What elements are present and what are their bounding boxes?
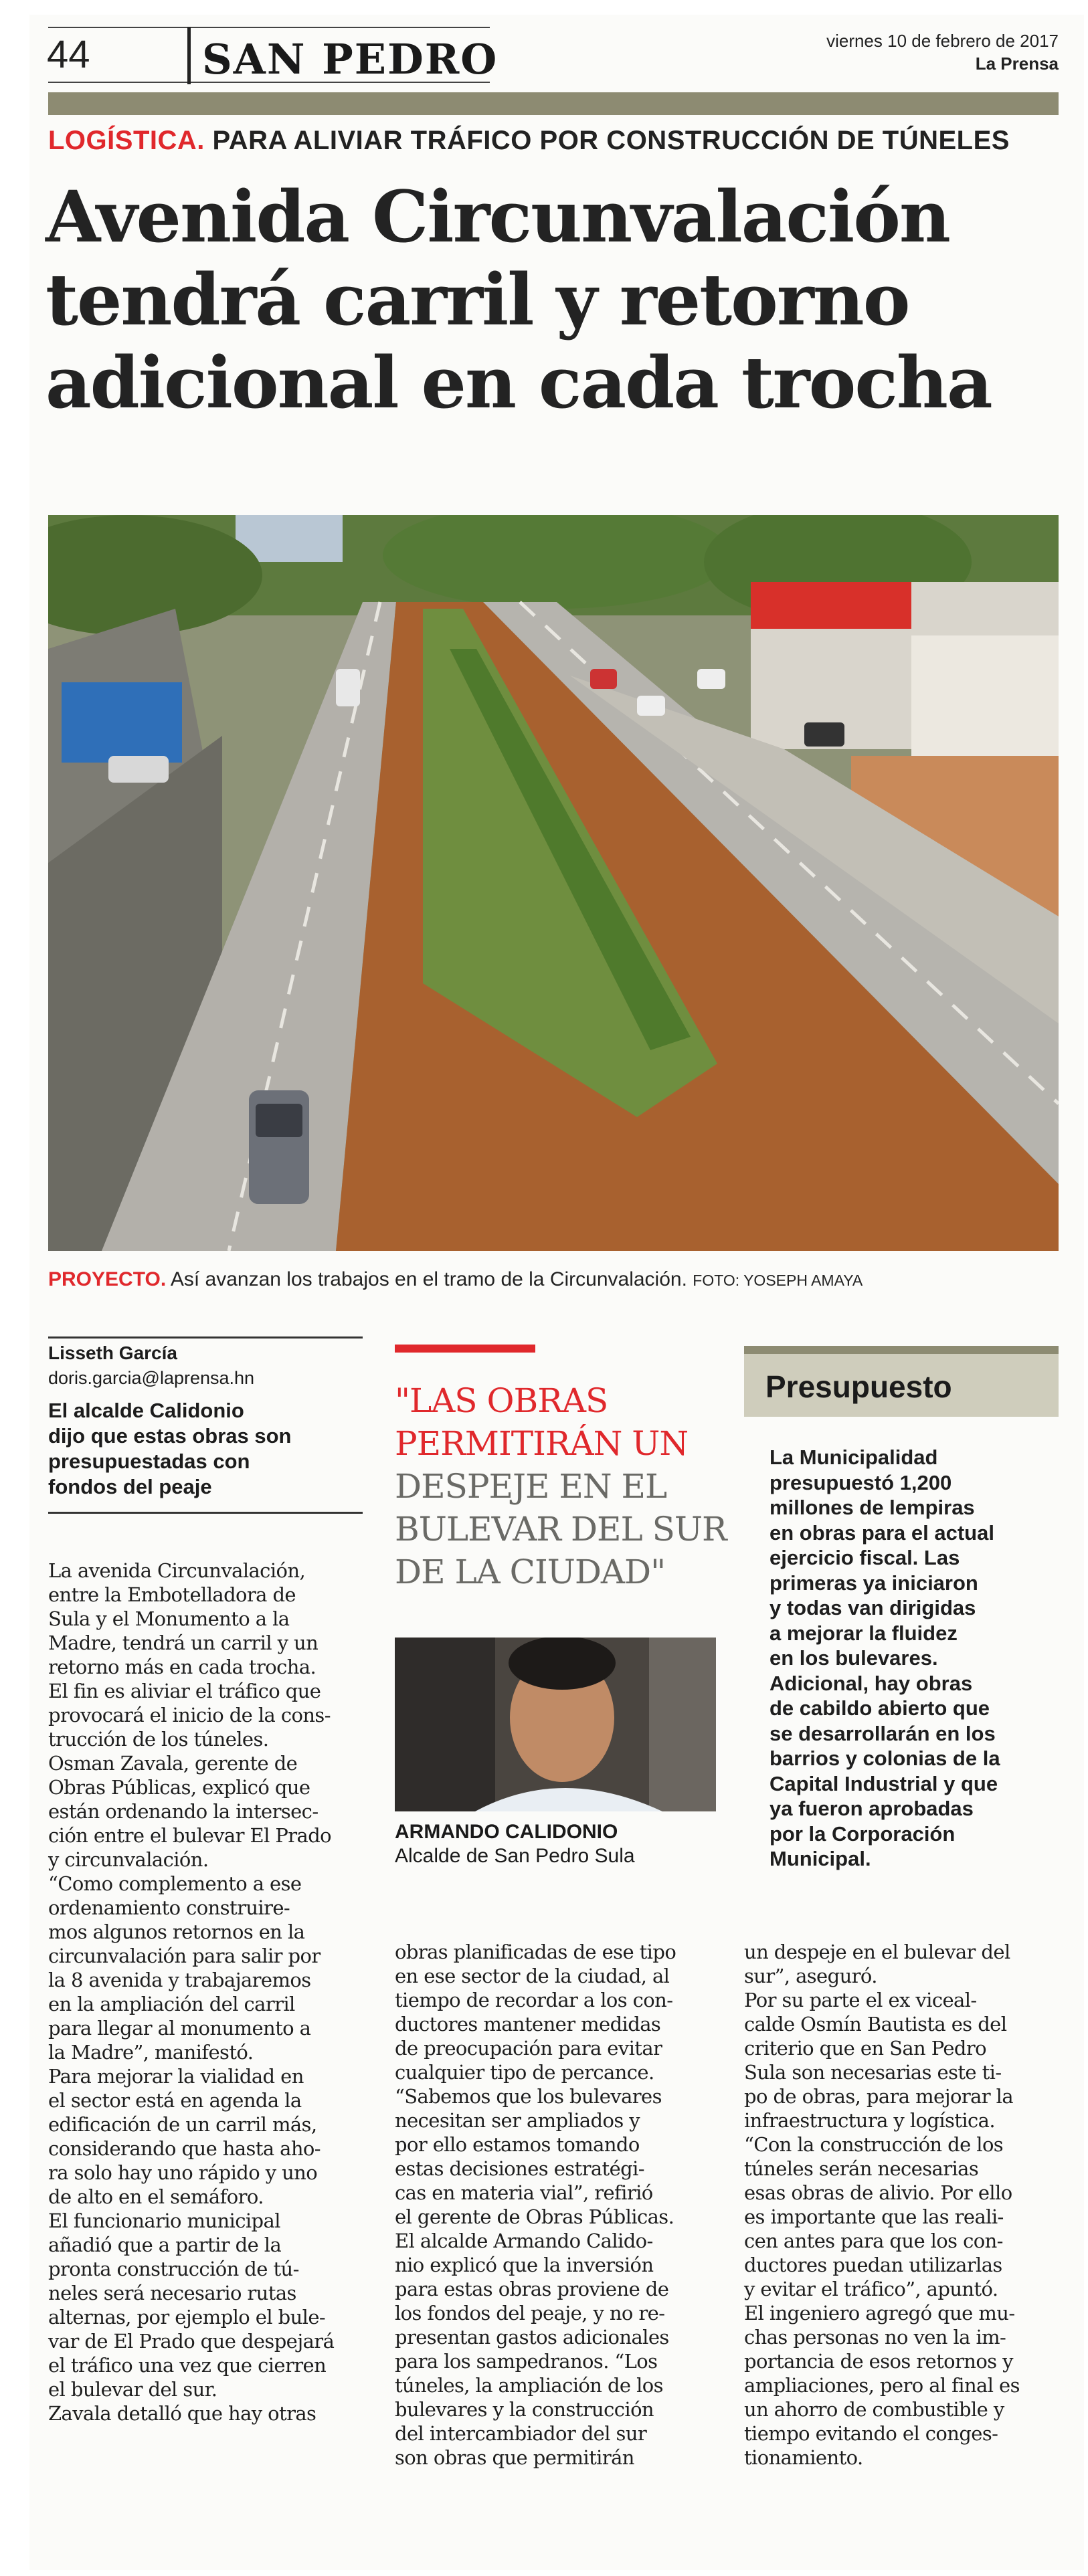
sidebar-line: Municipal. (769, 1847, 871, 1870)
portrait-name: ARMANDO CALIDONIO (395, 1821, 618, 1843)
quote-line: BULEVAR DEL SUR (395, 1510, 727, 1549)
body-line: Por su parte el ex viceal- (744, 1989, 977, 2011)
body-line: mos algunos retornos en la (48, 1920, 305, 1943)
newspaper-name: La Prensa (975, 54, 1059, 74)
body-line: necesitan ser ampliados y (395, 2109, 640, 2132)
body-line: cen antes para que los con- (744, 2230, 1003, 2252)
body-line: Zavala detalló que hay otras (48, 2402, 316, 2425)
headline (46, 175, 1063, 424)
summary-line: dijo que estas obras son (48, 1424, 292, 1448)
body-line: obras planificadas de ese tipo (395, 1941, 676, 1963)
caption-label: PROYECTO. (48, 1268, 167, 1290)
quote-accent-rule (395, 1345, 535, 1353)
body-line: ampliaciones, pero al final es (744, 2374, 1020, 2397)
body-line: ductores mantener medidas (395, 2013, 661, 2036)
header-divider (187, 27, 191, 84)
author-email: doris.garcia@laprensa.hn (48, 1368, 255, 1388)
body-line: var de El Prado que despejará (48, 2330, 335, 2353)
photo-caption (48, 1268, 863, 1291)
article-column-2 (395, 1940, 723, 2470)
body-line: de alto en el semáforo. (48, 2185, 264, 2208)
header-band (48, 92, 1059, 115)
body-line: El fin es aliviar el tráfico que (48, 1680, 321, 1702)
body-line: esas obras de alivio. Por ello (744, 2181, 1012, 2204)
issue-date: viernes 10 de febrero de 2017 (826, 31, 1059, 51)
pull-quote (395, 1379, 727, 1593)
sidebar-line: se desarrollarán en los (769, 1721, 996, 1745)
sidebar-line: ejercicio fiscal. Las (769, 1546, 960, 1569)
body-line: trucción de los túneles. (48, 1728, 269, 1751)
body-line: nio explicó que la inversión (395, 2254, 654, 2276)
sidebar-line: de cabildo abierto que (769, 1696, 990, 1720)
body-line: para llegar al monumento a (48, 2017, 311, 2040)
body-line: “Como complemento a ese (48, 1872, 302, 1895)
body-line: túneles, la ampliación de los (395, 2374, 663, 2397)
body-line: en ese sector de la ciudad, al (395, 1965, 670, 1987)
body-line: y circunvalación. (48, 1848, 209, 1871)
body-line: Madre, tendrá un carril y un (48, 1631, 319, 1654)
sidebar-line: por la Corporación (769, 1821, 956, 1846)
caption-text: Así avanzan los trabajos en el tramo de la Circunvalación. (170, 1268, 687, 1290)
sidebar-line: a mejorar la fluidez (769, 1621, 958, 1645)
body-line: criterio que en San Pedro (744, 2037, 987, 2060)
quote-line: DESPEJE EN EL (395, 1467, 667, 1506)
body-line: ra solo hay uno rápido y uno (48, 2161, 318, 2184)
body-line: el gerente de Obras Públicas. (395, 2205, 674, 2228)
body-line: el tráfico una vez que cierren (48, 2354, 327, 2377)
body-line: El alcalde Armando Calido- (395, 2230, 653, 2252)
sidebar-line: en los bulevares. (769, 1646, 938, 1670)
body-line: Sula y el Monumento a la (48, 1607, 290, 1630)
headline-line: adicional en cada trocha (46, 340, 992, 424)
sidebar-line: ya fueron aprobadas (769, 1797, 974, 1820)
author-name: Lisseth García (48, 1336, 363, 1364)
body-line: considerando que hasta aho- (48, 2137, 321, 2160)
body-line: están ordenando la intersec- (48, 1800, 319, 1823)
byline-block (48, 1336, 363, 1514)
body-line: los fondos del peaje, y no re- (395, 2302, 665, 2324)
article-column-1 (48, 1559, 369, 2425)
body-line: ductores puedan utilizarlas (744, 2254, 1002, 2276)
summary-line: fondos del peaje (48, 1475, 212, 1498)
portrait-photo (395, 1638, 716, 1811)
body-line: chas personas no ven la im- (744, 2326, 1006, 2349)
portrait-role: Alcalde de San Pedro Sula (395, 1845, 635, 1867)
body-line: provocará el inicio de la cons- (48, 1704, 331, 1726)
body-line: retorno más en cada trocha. (48, 1656, 316, 1678)
body-line: la Madre”, manifestó. (48, 2041, 254, 2064)
sidebar-line: Capital Industrial y que (769, 1771, 998, 1795)
body-line: presentan gastos adicionales (395, 2326, 669, 2349)
sidebar-line: barrios y colonias de la (769, 1747, 1000, 1770)
sidebar-line: millones de lempiras (769, 1496, 975, 1519)
body-line: tiempo evitando el conges- (744, 2422, 998, 2445)
body-line: pronta construcción de tú- (48, 2258, 299, 2280)
body-line: “Con la construcción de los (744, 2133, 1004, 2156)
body-line: “Sabemos que los bulevares (395, 2085, 662, 2108)
body-line: Sula son necesarias este ti- (744, 2061, 1002, 2084)
body-line: túneles serán necesarias (744, 2157, 979, 2180)
body-line: es importante que las reali- (744, 2205, 1004, 2228)
body-line: La avenida Circunvalación, (48, 1559, 306, 1582)
sidebar-line: en obras para el actual (769, 1520, 994, 1545)
body-line: tiempo de recordar a los con- (395, 1989, 673, 2011)
body-line: para estas obras proviene de (395, 2278, 669, 2300)
body-line: son obras que permitirán (395, 2446, 634, 2469)
body-line: alternas, por ejemplo el bule- (48, 2306, 326, 2329)
body-line: y evitar el tráfico”, apuntó. (744, 2278, 998, 2300)
body-line: El funcionario municipal (48, 2209, 280, 2232)
body-line: Para mejorar la vialidad en (48, 2065, 304, 2088)
kicker (48, 126, 1010, 156)
article-summary (48, 1398, 363, 1514)
body-line: por ello estamos tomando (395, 2133, 640, 2156)
body-line: neles será necesario rutas (48, 2282, 296, 2304)
body-line: cas en materia vial”, refirió (395, 2181, 653, 2204)
sidebar-title: Presupuesto (765, 1369, 952, 1404)
body-line: un despeje en el bulevar del (744, 1941, 1010, 1963)
sidebar-line: Adicional, hay obras (769, 1671, 973, 1695)
headline-line: Avenida Circunvalación (46, 175, 949, 258)
quote-line: "LAS OBRAS (395, 1381, 608, 1420)
sidebar-line: presupuestó 1,200 (769, 1470, 952, 1494)
article-column-3 (744, 1940, 1059, 2470)
kicker-label: LOGÍSTICA. (48, 126, 205, 155)
body-line: la 8 avenida y trabajaremos (48, 1969, 311, 1991)
road-construction-photo (48, 515, 1059, 1251)
body-line: tionamiento. (744, 2446, 863, 2469)
body-line: el bulevar del sur. (48, 2378, 217, 2401)
body-line: del intercambiador del sur (395, 2422, 647, 2445)
kicker-text: PARA ALIVIAR TRÁFICO POR CONSTRUCCIÓN DE TÚNELES (212, 126, 1010, 155)
body-line: un ahorro de combustible y (744, 2398, 1004, 2421)
body-line: el sector está en agenda la (48, 2089, 302, 2112)
summary-line: presupuestadas con (48, 1450, 250, 1473)
body-line: estas decisiones estratégi- (395, 2157, 644, 2180)
body-line: bulevares y la construcción (395, 2398, 654, 2421)
page-number: 44 (47, 33, 90, 76)
header-top-rule (48, 27, 490, 28)
body-line: cualquier tipo de percance. (395, 2061, 654, 2084)
body-line: ordenamiento construire- (48, 1896, 290, 1919)
body-line: circunvalación para salir por (48, 1945, 321, 1967)
body-line: para los sampedranos. “Los (395, 2350, 658, 2373)
body-line: portancia de esos retornos y (744, 2350, 1013, 2373)
headline-line: tendrá carril y retorno (46, 258, 909, 341)
photo-credit: FOTO: YOSEPH AMAYA (693, 1272, 863, 1289)
body-line: ción entre el bulevar El Prado (48, 1824, 332, 1847)
sidebar-line: primeras ya iniciaron (769, 1571, 978, 1595)
body-line: Osman Zavala, gerente de (48, 1752, 298, 1775)
sidebar-body (769, 1445, 1051, 1872)
body-line: sur”, aseguró. (744, 1965, 877, 1987)
summary-line: El alcalde Calidonio (48, 1399, 244, 1422)
body-line: El ingeniero agregó que mu- (744, 2302, 1015, 2324)
sidebar-header (744, 1346, 1059, 1417)
body-line: en la ampliación del carril (48, 1993, 295, 2015)
section-name: SAN PEDRO (202, 35, 498, 84)
body-line: de preocupación para evitar (395, 2037, 662, 2060)
body-line: añadió que a partir de la (48, 2234, 282, 2256)
body-line: infraestructura y logística. (744, 2109, 995, 2132)
body-line: po de obras, para mejorar la (744, 2085, 1014, 2108)
quote-line: DE LA CIUDAD" (395, 1553, 666, 1591)
sidebar-line: La Municipalidad (769, 1446, 938, 1469)
sidebar-line: y todas van dirigidas (769, 1596, 976, 1619)
body-line: Obras Públicas, explicó que (48, 1776, 310, 1799)
body-line: calde Osmín Bautista es del (744, 2013, 1007, 2036)
body-line: edificación de un carril más, (48, 2113, 317, 2136)
quote-line: PERMITIRÁN UN (395, 1424, 689, 1463)
body-line: entre la Embotelladora de (48, 1583, 296, 1606)
